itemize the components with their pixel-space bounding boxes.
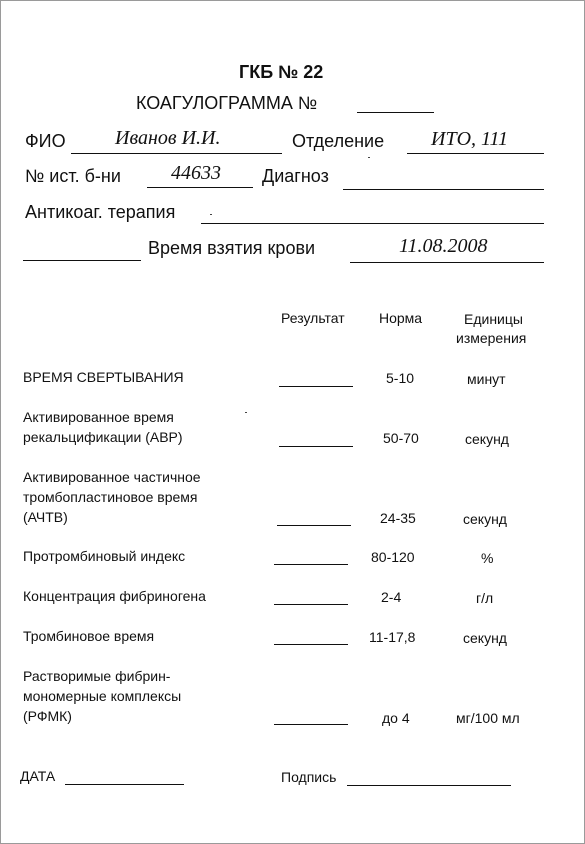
scan-speck bbox=[245, 412, 247, 413]
row-rfmk-name-2: мономерные комплексы bbox=[23, 688, 182, 704]
signature-line[interactable] bbox=[347, 785, 511, 786]
header-units: Единицы bbox=[464, 311, 523, 327]
case-number-value[interactable]: 44633 bbox=[171, 162, 221, 184]
row-avr-name-2: рекальцификации (АВР) bbox=[23, 429, 183, 445]
row-clotting-time-norm: 5-10 bbox=[386, 370, 415, 386]
fio-line bbox=[71, 153, 282, 154]
date-line[interactable] bbox=[65, 784, 184, 785]
case-number-label: № ист. б-ни bbox=[25, 166, 121, 186]
row-prothrombin-norm: 80-120 bbox=[371, 549, 415, 565]
blood-time-line bbox=[350, 262, 544, 263]
row-fibrinogen-unit: г/л bbox=[476, 590, 494, 606]
row-clotting-time-result[interactable] bbox=[279, 386, 353, 387]
row-avr-name-1: Активированное время bbox=[23, 409, 174, 425]
blood-time-value[interactable]: 11.08.2008 bbox=[399, 235, 488, 257]
anticoag-label: Антикоаг. терапия bbox=[25, 202, 176, 222]
anticoag-line[interactable] bbox=[201, 223, 544, 224]
blank-line-left[interactable] bbox=[23, 260, 141, 261]
row-clotting-time-name: ВРЕМЯ СВЕРТЫВАНИЯ bbox=[23, 369, 184, 385]
row-avr-unit: секунд bbox=[465, 431, 509, 447]
header-result: Результат bbox=[281, 310, 345, 326]
signature-label: Подпись bbox=[281, 769, 337, 785]
case-number-line bbox=[147, 187, 253, 188]
row-aptt-norm: 24-35 bbox=[380, 510, 416, 526]
department-line bbox=[407, 153, 544, 154]
row-rfmk-result[interactable] bbox=[274, 724, 348, 725]
row-rfmk-name-1: Растворимые фибрин- bbox=[23, 668, 171, 684]
row-aptt-unit: секунд bbox=[463, 511, 507, 527]
scan-speck bbox=[368, 157, 370, 158]
row-rfmk-unit: мг/100 мл bbox=[456, 710, 520, 726]
row-aptt-name-2: тромбопластиновое время bbox=[23, 489, 198, 505]
date-label: ДАТА bbox=[20, 768, 56, 784]
row-clotting-time-unit: минут bbox=[467, 371, 506, 387]
row-thrombin-unit: секунд bbox=[463, 630, 507, 646]
fio-label: ФИО bbox=[25, 131, 66, 151]
row-avr-norm: 50-70 bbox=[383, 430, 419, 446]
row-fibrinogen-norm: 2-4 bbox=[381, 589, 402, 605]
header-norm: Норма bbox=[379, 310, 423, 326]
row-thrombin-result[interactable] bbox=[274, 644, 348, 645]
diagnosis-line[interactable] bbox=[343, 189, 544, 190]
row-aptt-name-3: (АЧТВ) bbox=[23, 509, 68, 525]
form-number-line[interactable] bbox=[357, 112, 434, 113]
blood-time-label: Время взятия крови bbox=[148, 238, 316, 258]
row-rfmk-norm: до 4 bbox=[382, 710, 410, 726]
row-aptt-name-1: Активированное частичное bbox=[23, 469, 201, 485]
header-units-2: измерения bbox=[456, 330, 527, 346]
row-prothrombin-unit: % bbox=[481, 550, 494, 566]
row-prothrombin-result[interactable] bbox=[274, 564, 348, 565]
department-label: Отделение bbox=[292, 131, 385, 151]
row-fibrinogen-name: Концентрация фибриногена bbox=[23, 588, 206, 604]
diagnosis-label: Диагноз bbox=[262, 166, 329, 186]
row-fibrinogen-result[interactable] bbox=[274, 604, 348, 605]
row-rfmk-name-3: (РФМК) bbox=[23, 708, 72, 724]
row-aptt-result[interactable] bbox=[277, 525, 351, 526]
row-thrombin-name: Тромбиновое время bbox=[23, 628, 155, 644]
department-value[interactable]: ИТО, 111 bbox=[431, 128, 509, 150]
fio-value[interactable]: Иванов И.И. bbox=[115, 127, 221, 149]
row-prothrombin-name: Протромбиновый индекс bbox=[23, 548, 186, 564]
hospital-title: ГКБ № 22 bbox=[239, 62, 324, 82]
row-thrombin-norm: 11-17,8 bbox=[369, 629, 416, 645]
row-avr-result[interactable] bbox=[279, 446, 353, 447]
form-title: КОАГУЛОГРАММА № bbox=[136, 93, 318, 113]
scan-speck bbox=[210, 214, 212, 215]
